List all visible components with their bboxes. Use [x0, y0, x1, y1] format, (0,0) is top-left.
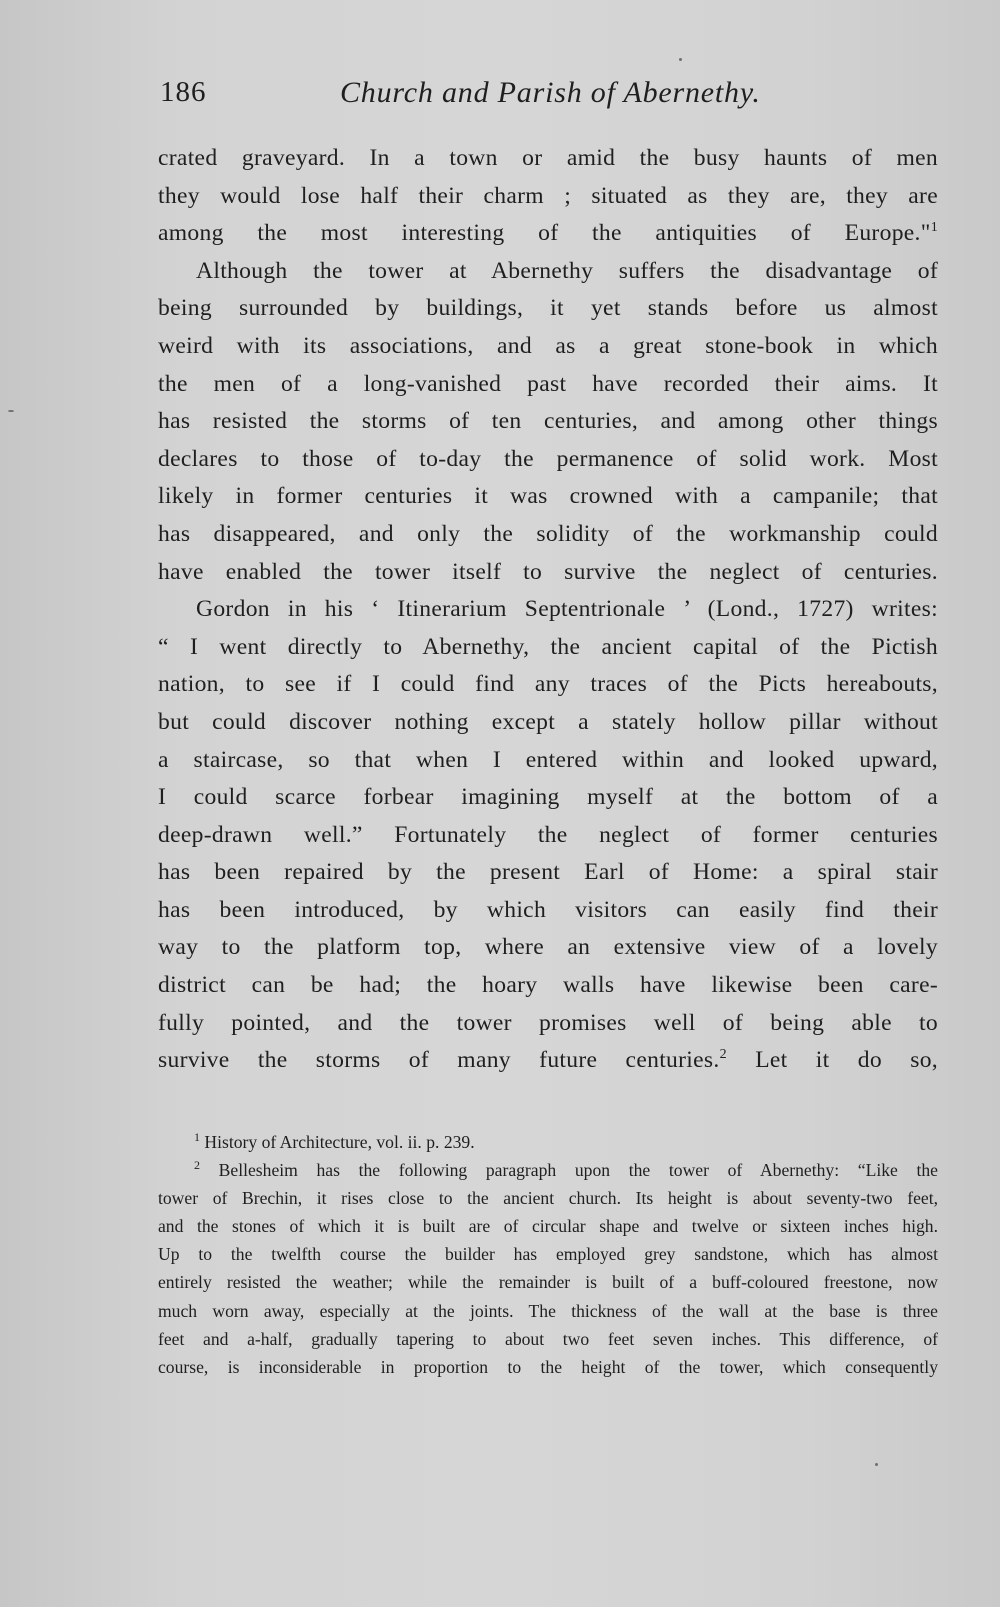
- line-text: fully pointed, and the tower promises well of being able to: [158, 1009, 938, 1036]
- footnote-reference: 2: [719, 1047, 727, 1063]
- line-text: district can be had; the hoary walls have likewise been care-: [158, 972, 938, 999]
- footnote-reference: 1: [930, 220, 938, 236]
- text-line: [158, 290, 938, 328]
- footnote-line: [158, 1184, 938, 1212]
- line-text: Although the tower at Abernethy suffers the disadvantage of: [196, 257, 938, 284]
- footnote-text: Up to the twelfth course the builder has employed grey sandstone, which has almost: [158, 1244, 938, 1265]
- line-text: has resisted the storms of ten centuries, and among other things: [158, 408, 938, 435]
- footnote-text: feet and a-half, gradually tapering to about two feet seven inches. This difference, of: [158, 1328, 938, 1349]
- text-line: [158, 215, 938, 253]
- footnote-line: [158, 1268, 938, 1296]
- footnote-line: [158, 1297, 938, 1325]
- paper-speck: [875, 1463, 878, 1466]
- line-text: deep-drawn well.” Fortunately the neglect of former centuries: [158, 821, 938, 848]
- line-text: among the most interesting of the antiquities of Europe.": [158, 220, 931, 247]
- text-line: [158, 817, 938, 855]
- line-text: has been introduced, by which visitors can easily find their: [158, 896, 938, 923]
- text-line: [158, 892, 938, 930]
- running-title: Church and Parish of Abernethy.: [340, 76, 761, 109]
- text-line: [158, 366, 938, 404]
- line-text: crated graveyard. In a town or amid the busy haunts of men: [158, 145, 938, 171]
- footnote-line: [158, 1353, 938, 1381]
- line-text: nation, to see if I could find any traces of the Picts hereabouts,: [158, 671, 938, 698]
- text-line: [158, 666, 938, 704]
- line-text: survive the storms of many future centuries.: [158, 1047, 720, 1074]
- text-line: [158, 779, 938, 817]
- footnote-text: tower of Brechin, it rises close to the ancient church. Its height is about seventy-two feet,: [158, 1188, 938, 1209]
- line-text: likely in former centuries it was crowned with a campanile; that: [158, 483, 938, 510]
- line-text: has disappeared, and only the solidity of the workmanship could: [158, 520, 938, 547]
- text-line: [158, 929, 938, 967]
- text-line: [158, 140, 938, 178]
- line-text: but could discover nothing except a stately hollow pillar without: [158, 708, 938, 735]
- footnotes: [158, 1128, 938, 1381]
- line-text: being surrounded by buildings, it yet stands before us almost: [158, 295, 938, 322]
- text-line: [158, 403, 938, 441]
- footnote-text: History of Architecture, vol. ii. p. 239.: [200, 1132, 475, 1152]
- footnote-line: [158, 1240, 938, 1268]
- line-text: Gordon in his ‘ Itinerarium Septentrionale ’ (Lond., 1727) writes:: [196, 596, 938, 623]
- footnote-text: entirely resisted the weather; while the remainder is built of a buff-coloured freestone, now: [158, 1272, 938, 1293]
- footnote-line: [158, 1156, 938, 1184]
- footnote-text: Bellesheim has the following paragraph upon the tower of Abernethy: “Like the: [200, 1160, 938, 1181]
- footnote-line: [158, 1128, 938, 1156]
- line-text: declares to those of to-day the permanence of solid work. Most: [158, 445, 938, 472]
- line-text-continued: Let it do so,: [726, 1047, 938, 1074]
- text-line: [158, 178, 938, 216]
- text-line: [158, 253, 938, 291]
- footnote-number: 1: [194, 1130, 200, 1144]
- line-text: “ I went directly to Abernethy, the ancient capital of the Pictish: [158, 633, 938, 660]
- footnote-text: much worn away, especially at the joints. The thickness of the wall at the base is three: [158, 1300, 938, 1321]
- text-line: [158, 554, 938, 592]
- paper-speck: [8, 410, 14, 412]
- line-text: weird with its associations, and as a great stone-book in which: [158, 332, 938, 359]
- line-text: the men of a long-vanished past have recorded their aims. It: [158, 370, 938, 397]
- text-line: [158, 441, 938, 479]
- line-text: I could scarce forbear imagining myself at the bottom of a: [158, 784, 938, 811]
- text-line: [158, 328, 938, 366]
- text-line: [158, 478, 938, 516]
- page-header: [160, 76, 940, 116]
- text-line: [158, 629, 938, 667]
- text-line: [158, 967, 938, 1005]
- text-line: [158, 704, 938, 742]
- line-text: have enabled the tower itself to survive the neglect of centuries.: [158, 558, 938, 585]
- text-line: [158, 516, 938, 554]
- text-line: [158, 1042, 938, 1080]
- page-number: 186: [160, 76, 207, 108]
- line-text: a staircase, so that when I entered within and looked upward,: [158, 746, 938, 773]
- text-line: [158, 1005, 938, 1043]
- body-text: [158, 140, 938, 1080]
- text-line: [158, 854, 938, 892]
- text-line: [158, 742, 938, 780]
- line-text: has been repaired by the present Earl of Home: a spiral stair: [158, 859, 938, 886]
- text-line: [158, 591, 938, 629]
- footnote-text: course, is inconsiderable in proportion to the height of the tower, which consequently: [158, 1356, 938, 1377]
- line-text: they would lose half their charm ; situated as they are, they are: [158, 182, 938, 209]
- line-text: way to the platform top, where an extensive view of a lovely: [158, 934, 938, 961]
- footnote-text: and the stones of which it is built are of circular shape and twelve or sixteen inches high.: [158, 1216, 938, 1237]
- footnote-line: [158, 1325, 938, 1353]
- paper-speck: [679, 58, 682, 61]
- footnote-number: 2: [194, 1158, 200, 1173]
- footnote-line: [158, 1212, 938, 1240]
